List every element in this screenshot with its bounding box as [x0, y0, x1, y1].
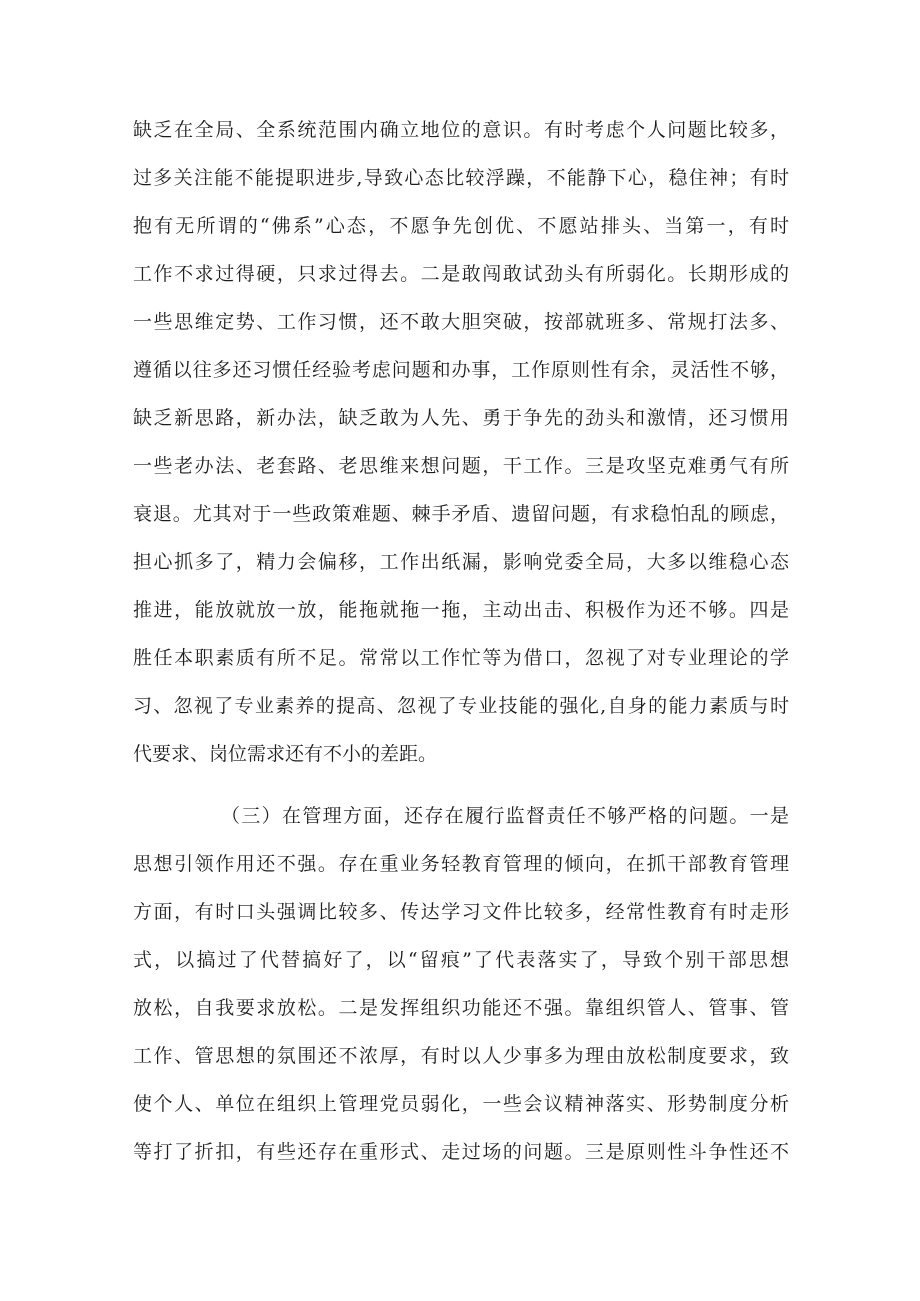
- paragraph-line: 使个人、单位在组织上管理党员弱化，一些会议精神落实、形势制度分析: [133, 1093, 789, 1115]
- paragraph-line: 工作、管思想的氛围还不浓厚，有时以人少事多为理由放松制度要求，致: [133, 1045, 789, 1067]
- paragraph-line: 方面，有时口头强调比较多、传达学习文件比较多，经常性教育有时走形: [133, 901, 789, 923]
- paragraph-line: 习、忽视了专业素养的提高、忽视了专业技能的强化,自身的能力素质与时: [133, 695, 789, 717]
- paragraph-line: 代要求、岗位需求还有不小的差距。: [133, 743, 438, 765]
- paragraph-line: 等打了折扣，有些还存在重形式、走过场的问题。三是原则性斗争性还不: [133, 1141, 789, 1163]
- paragraph-line: 放松，自我要求放松。二是发挥组织功能还不强。靠组织管人、管事、管: [133, 997, 789, 1019]
- paragraph-2: [133, 792, 789, 1176]
- paragraph-line: 一些老办法、老套路、老思维来想问题，干工作。三是攻坚克难勇气有所: [133, 455, 789, 477]
- paragraph-line: 缺乏新思路，新办法，缺乏敢为人先、勇于争先的劲头和激情，还习惯用: [133, 407, 789, 429]
- section-heading-line: （三）在管理方面，还存在履行监督责任不够严格的问题。一是: [221, 805, 789, 827]
- paragraph-line: 缺乏在全局、全系统范围内确立地位的意识。有时考虑个人问题比较多，: [133, 119, 789, 141]
- paragraph-line: 遵循以往多还习惯任经验考虑问题和办事，工作原则性有余，灵活性不够，: [133, 359, 789, 381]
- paragraph-line: 推进，能放就放一放，能拖就拖一拖，主动出击、积极作为还不够。四是: [133, 599, 789, 621]
- paragraph-line: 思想引领作用还不强。存在重业务轻教育管理的倾向，在抓干部教育管理: [133, 853, 789, 875]
- paragraph-line: 式，以搞过了代替搞好了，以“留痕”了代表落实了，导致个别干部思想: [133, 949, 789, 971]
- paragraph-line: 胜任本职素质有所不足。常常以工作忙等为借口，忽视了对专业理论的学: [133, 647, 789, 669]
- paragraph-line: 过多关注能不能提职进步,导致心态比较浮躁，不能静下心，稳住神；有时: [133, 167, 789, 189]
- paragraph-1: [133, 106, 789, 778]
- paragraph-line: 担心抓多了，精力会偏移，工作出纸漏，影响党委全局，大多以维稳心态: [133, 551, 789, 573]
- paragraph-line: 工作不求过得硬，只求过得去。二是敢闯敢试劲头有所弱化。长期形成的: [133, 263, 789, 285]
- paragraph-line: 衰退。尤其对于一些政策难题、棘手矛盾、遗留问题，有求稳怕乱的顾虑，: [133, 503, 789, 525]
- paragraph-line: 抱有无所谓的“佛系”心态，不愿争先创优、不愿站排头、当第一，有时: [133, 215, 789, 237]
- paragraph-line: 一些思维定势、工作习惯，还不敢大胆突破，按部就班多、常规打法多、: [133, 311, 789, 333]
